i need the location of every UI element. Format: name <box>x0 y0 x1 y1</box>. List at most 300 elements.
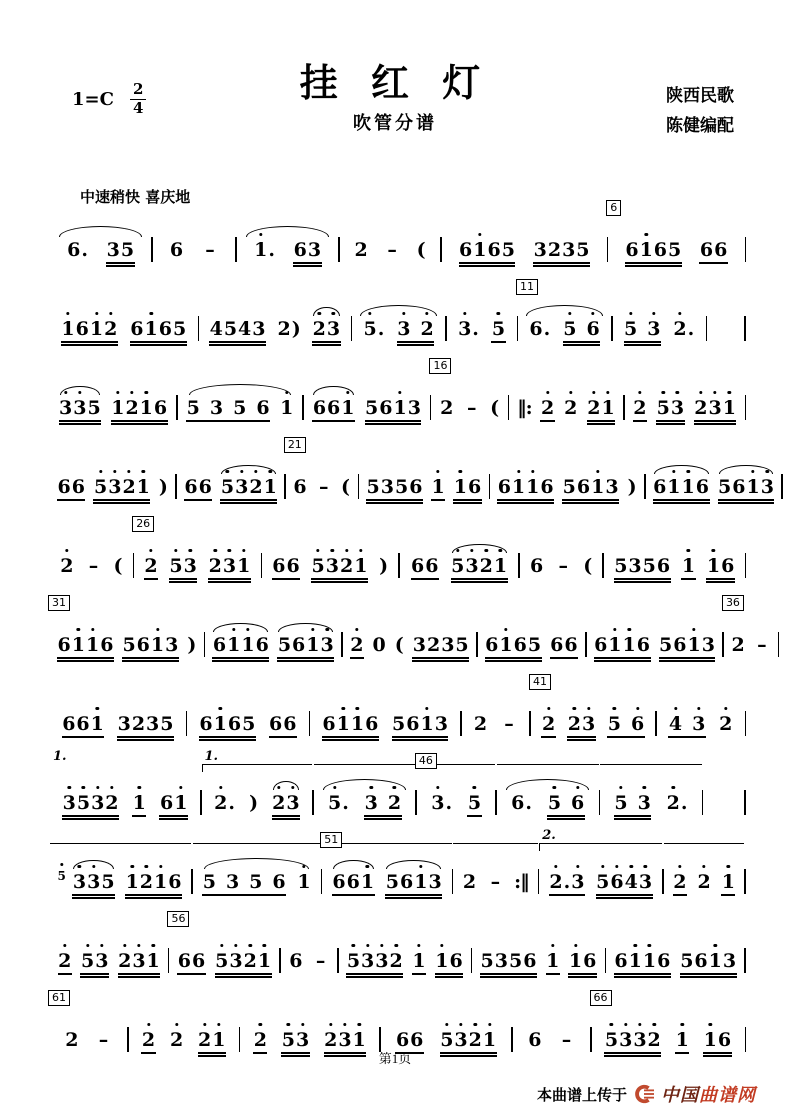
beam-group <box>547 792 584 817</box>
note-token <box>293 239 321 264</box>
note-token <box>753 634 771 656</box>
note: 6 <box>511 792 525 814</box>
beam-group <box>753 634 771 656</box>
measure <box>193 859 321 896</box>
note-token <box>117 713 174 738</box>
beam-group <box>490 397 500 419</box>
measure <box>531 675 655 738</box>
note: 5 <box>202 871 216 893</box>
measure <box>352 306 445 343</box>
barline <box>745 553 747 578</box>
subtitle: 吹管分谱 <box>353 113 437 134</box>
note: 6 <box>395 1029 410 1051</box>
note-token <box>625 239 682 264</box>
note: 1 <box>132 792 146 814</box>
note-token <box>462 871 476 893</box>
note: 5 <box>607 713 621 735</box>
note: 3 <box>235 476 249 498</box>
note: – <box>315 950 326 972</box>
beam-group <box>458 318 480 340</box>
note: 1 <box>263 476 277 498</box>
note: 5 <box>76 792 91 814</box>
beam-group <box>57 476 85 501</box>
measure <box>50 596 204 659</box>
note: 6 <box>256 397 270 419</box>
note-token <box>627 476 637 498</box>
note: 2 <box>587 397 601 419</box>
beam-group <box>666 792 688 814</box>
measure <box>447 306 517 343</box>
note-token <box>187 634 197 656</box>
beam-group <box>397 318 434 343</box>
beam-group <box>614 950 671 975</box>
note: ( <box>341 476 351 498</box>
site-name <box>661 1081 756 1107</box>
beam-group <box>272 555 300 580</box>
note-token <box>681 555 695 580</box>
note: – <box>561 1029 572 1051</box>
measure-number: 26 <box>132 516 154 532</box>
note-token <box>533 239 590 264</box>
note: 2 <box>350 634 364 656</box>
note: 1 <box>681 476 695 498</box>
beam-group <box>169 555 197 580</box>
note: 6 <box>571 792 585 814</box>
note-token <box>431 476 445 501</box>
note-token <box>624 318 661 343</box>
note: ) <box>158 476 168 498</box>
measure <box>587 622 723 659</box>
note: 5 <box>614 792 628 814</box>
note: 2 <box>214 792 228 814</box>
measure <box>520 543 603 577</box>
note-token <box>322 713 379 738</box>
measure <box>513 1017 590 1051</box>
note: 3 <box>106 239 120 261</box>
slur-arc <box>213 623 268 632</box>
measure <box>340 227 441 261</box>
note: 6 <box>653 239 668 261</box>
beam-group <box>549 871 585 896</box>
beam-group <box>57 634 114 659</box>
note: 3 <box>209 397 224 419</box>
note-token <box>209 318 266 343</box>
note: 6 <box>136 634 150 656</box>
note-token <box>656 397 684 422</box>
note-token <box>673 318 695 340</box>
beam-group <box>93 476 150 501</box>
note: 3 <box>701 634 715 656</box>
note-token <box>365 397 422 422</box>
note-token <box>529 318 551 340</box>
note-token <box>668 713 705 738</box>
barline <box>744 948 746 973</box>
note-token <box>122 634 179 659</box>
beam-group <box>187 634 197 656</box>
note: 2 <box>253 1029 267 1051</box>
note: 6 <box>653 476 667 498</box>
note-token <box>289 950 303 972</box>
note: 4 <box>209 318 223 340</box>
note: 6 <box>732 476 746 498</box>
beam-group <box>212 634 269 659</box>
slur-arc <box>654 465 709 474</box>
key-signature: 1=C <box>72 88 114 110</box>
note: 5 <box>491 318 506 340</box>
beam-group <box>412 634 469 659</box>
beam-group <box>473 713 487 735</box>
beam-group <box>363 318 385 340</box>
note: 6 <box>67 239 81 261</box>
note: 2 <box>389 950 403 972</box>
note-token <box>490 397 500 419</box>
note: 3 <box>458 318 472 340</box>
note: 3 <box>117 713 131 735</box>
note: 6 <box>699 239 714 261</box>
note-token <box>328 792 350 814</box>
beam-group <box>594 634 651 659</box>
beam-group <box>564 397 578 419</box>
note: 6 <box>586 318 600 340</box>
note: 6 <box>168 871 182 893</box>
note: 6 <box>523 950 537 972</box>
beam-group <box>215 950 272 975</box>
measure <box>462 701 530 735</box>
note: ) <box>627 476 637 498</box>
note: 3 <box>87 871 101 893</box>
beam-group <box>312 318 340 343</box>
note: 1 <box>687 634 701 656</box>
beam-group <box>208 555 251 580</box>
note: 3 <box>62 792 76 814</box>
note: 6 <box>158 318 172 340</box>
note: 5 <box>395 476 409 498</box>
note: 1 <box>703 1029 717 1051</box>
note: 1 <box>90 713 104 735</box>
note-token <box>451 555 508 580</box>
measure-number: 56 <box>167 911 189 927</box>
note: 3 <box>454 1029 468 1051</box>
score-header <box>0 0 790 180</box>
note-token <box>363 318 385 340</box>
measure <box>497 780 599 817</box>
note-token <box>202 871 286 896</box>
measure <box>262 543 398 580</box>
note: 5 <box>680 950 694 972</box>
note: 1 <box>608 634 622 656</box>
note: – <box>504 713 514 735</box>
note-token <box>568 950 596 975</box>
measure <box>453 859 537 893</box>
beam-group <box>111 397 168 422</box>
beam-group <box>122 634 179 659</box>
music-line <box>50 675 746 739</box>
beam-group <box>614 555 671 580</box>
note-token <box>614 555 671 580</box>
note: ) <box>291 318 301 340</box>
note: 6 <box>694 950 708 972</box>
note: . <box>543 318 551 340</box>
note: 6 <box>530 555 544 577</box>
note: . <box>687 318 695 340</box>
note: 2 <box>549 871 563 893</box>
note: 1 <box>360 871 375 893</box>
beam-group <box>315 476 333 498</box>
note-token <box>453 476 481 501</box>
note: 5 <box>451 555 465 577</box>
note-token <box>554 555 572 577</box>
note: 5 <box>562 476 576 498</box>
note-token <box>412 950 426 975</box>
note: 2 <box>479 555 493 577</box>
beam-group <box>656 397 684 422</box>
beam-group <box>177 950 205 975</box>
beam-group <box>322 713 379 738</box>
music-line <box>50 280 746 344</box>
note: 1 <box>706 555 721 577</box>
measure <box>664 859 745 896</box>
beam-group <box>130 318 187 343</box>
note: 5 <box>604 1029 619 1051</box>
beam-group <box>680 950 737 975</box>
note: 6 <box>594 634 608 656</box>
beam-group <box>546 950 560 975</box>
note: 6 <box>467 476 482 498</box>
note: 3 <box>637 792 651 814</box>
beam-group <box>497 476 554 501</box>
beam-group <box>328 792 350 814</box>
note: 5 <box>596 871 610 893</box>
note: 6 <box>169 239 184 261</box>
note: 2 <box>139 871 154 893</box>
note-token <box>315 476 333 498</box>
note: – <box>98 1029 109 1051</box>
note: 6 <box>292 634 306 656</box>
beam-group <box>392 713 449 738</box>
note: 3 <box>638 871 653 893</box>
note-token <box>85 555 103 577</box>
note: 6 <box>346 871 360 893</box>
note-token <box>341 476 351 498</box>
note-token <box>61 318 118 343</box>
note-token <box>385 871 442 896</box>
note-token <box>80 950 108 975</box>
note: 1 <box>174 792 188 814</box>
note: 1 <box>568 950 583 972</box>
note: 6 <box>695 476 709 498</box>
note: 1 <box>280 397 294 419</box>
measure <box>286 438 358 498</box>
measure-number: 41 <box>529 674 551 690</box>
time-signature-numerator: 2 <box>130 82 146 100</box>
note: – <box>205 239 215 261</box>
note: 3 <box>91 792 105 814</box>
note: 6 <box>379 397 393 419</box>
note-token <box>169 555 197 580</box>
beam-group <box>721 871 735 896</box>
note: 6 <box>312 397 327 419</box>
beam-group <box>312 950 330 972</box>
measure-number: 61 <box>48 990 70 1006</box>
note: 3 <box>252 318 266 340</box>
tempo-marking: 中速稍快 喜庆地 <box>80 188 191 206</box>
measure <box>310 701 460 738</box>
note-token <box>277 318 301 340</box>
note: 1 <box>61 318 75 340</box>
note-token <box>594 634 651 659</box>
note: 6 <box>411 555 425 577</box>
note: . <box>81 239 88 261</box>
note: 6 <box>656 555 671 577</box>
note-token: ‖: <box>517 397 532 419</box>
beam-group <box>350 634 364 659</box>
note: 5 <box>440 1029 454 1051</box>
note: 6 <box>513 634 527 656</box>
beam-group <box>209 318 266 343</box>
note-token <box>633 397 647 422</box>
note-token <box>215 950 272 975</box>
beam-group <box>125 871 182 896</box>
measure <box>608 201 744 264</box>
measure <box>134 517 260 580</box>
beam-group <box>673 318 695 340</box>
note-token <box>549 871 585 896</box>
note: 5 <box>346 950 361 972</box>
measure <box>178 385 303 422</box>
note-token <box>277 634 334 659</box>
beam-group <box>529 318 551 340</box>
note: 1 <box>412 950 426 972</box>
source-credit: 陕西民歌 <box>666 86 734 106</box>
beam-group <box>293 239 321 264</box>
measure <box>600 780 702 817</box>
note: 2 <box>719 713 733 735</box>
beam-group <box>459 239 516 264</box>
note-token <box>614 950 671 975</box>
note-token <box>208 555 251 580</box>
note: 6 <box>272 555 286 577</box>
note-token <box>159 792 187 817</box>
volta-label: 1. <box>53 749 67 764</box>
note: 1 <box>306 634 320 656</box>
note: 5 <box>122 634 136 656</box>
note: 6 <box>721 555 735 577</box>
note: 6 <box>564 634 578 656</box>
note: 6 <box>199 713 213 735</box>
note: 2 <box>633 397 647 419</box>
note: 6 <box>487 239 501 261</box>
note-token <box>254 239 276 261</box>
note-token <box>57 476 85 501</box>
measure <box>50 749 200 817</box>
note-token <box>62 713 105 738</box>
page-number: 第1页 <box>378 1051 412 1066</box>
volta-bracket <box>664 843 745 851</box>
beam-group <box>364 792 401 817</box>
note: 1 <box>526 476 540 498</box>
barline <box>781 474 783 499</box>
note: 2 <box>105 792 119 814</box>
beam-group <box>451 555 508 580</box>
note-token <box>113 555 123 577</box>
measure <box>153 227 236 261</box>
beam-group <box>254 239 276 261</box>
music-line <box>50 201 746 265</box>
note: 3 <box>375 950 389 972</box>
beam-group <box>144 555 158 580</box>
note: 6 <box>283 713 297 735</box>
beam-group <box>697 871 711 893</box>
measure-number: 6 <box>606 200 621 216</box>
barline <box>778 632 780 657</box>
note: 6 <box>327 397 341 419</box>
note: 1 <box>237 555 251 577</box>
note-token <box>364 792 401 817</box>
measure <box>304 385 430 422</box>
note-token <box>118 950 161 975</box>
note: 2 <box>169 1029 184 1051</box>
measure <box>169 912 279 975</box>
note: 1 <box>420 713 434 735</box>
measure <box>187 701 308 738</box>
note: 2 <box>673 871 687 893</box>
beam-group <box>289 950 303 972</box>
upload-credit-text: 本曲谱上传于 <box>536 1085 627 1104</box>
note: ( <box>113 555 123 577</box>
beam-group <box>431 792 453 814</box>
note-token <box>132 792 146 817</box>
measure <box>359 464 489 501</box>
note: 6 <box>610 871 624 893</box>
note: 3 <box>581 713 596 735</box>
note: 1 <box>722 397 736 419</box>
note-token <box>467 792 481 817</box>
note: – <box>88 555 99 577</box>
note: 3 <box>605 476 619 498</box>
note: 3 <box>326 318 341 340</box>
note: 5 <box>547 792 562 814</box>
measure <box>177 464 284 501</box>
note: 6 <box>57 634 71 656</box>
note-token <box>550 634 578 659</box>
note-token <box>214 792 236 814</box>
beam-group <box>530 555 544 577</box>
volta-bracket <box>314 764 416 772</box>
note: 1 <box>139 397 153 419</box>
note-token <box>354 239 368 261</box>
measure <box>50 227 151 264</box>
note: 6 <box>550 634 564 656</box>
note: 1 <box>431 476 445 498</box>
note: 6 <box>272 871 286 893</box>
note: ) <box>379 555 389 577</box>
measure <box>50 859 191 896</box>
note: 1 <box>336 713 350 735</box>
note: 5 <box>223 318 238 340</box>
beam-group <box>699 239 727 264</box>
note: 5 <box>467 792 482 814</box>
note: 2 <box>426 634 441 656</box>
note: 5 <box>169 555 183 577</box>
note: 3 <box>325 555 339 577</box>
note: 3 <box>633 1029 647 1051</box>
beam-group <box>435 950 463 975</box>
note-token <box>199 713 256 738</box>
measure-number: 36 <box>722 595 744 611</box>
note: 0 <box>372 634 386 656</box>
note: 2 <box>312 318 326 340</box>
beam-group <box>440 397 454 419</box>
